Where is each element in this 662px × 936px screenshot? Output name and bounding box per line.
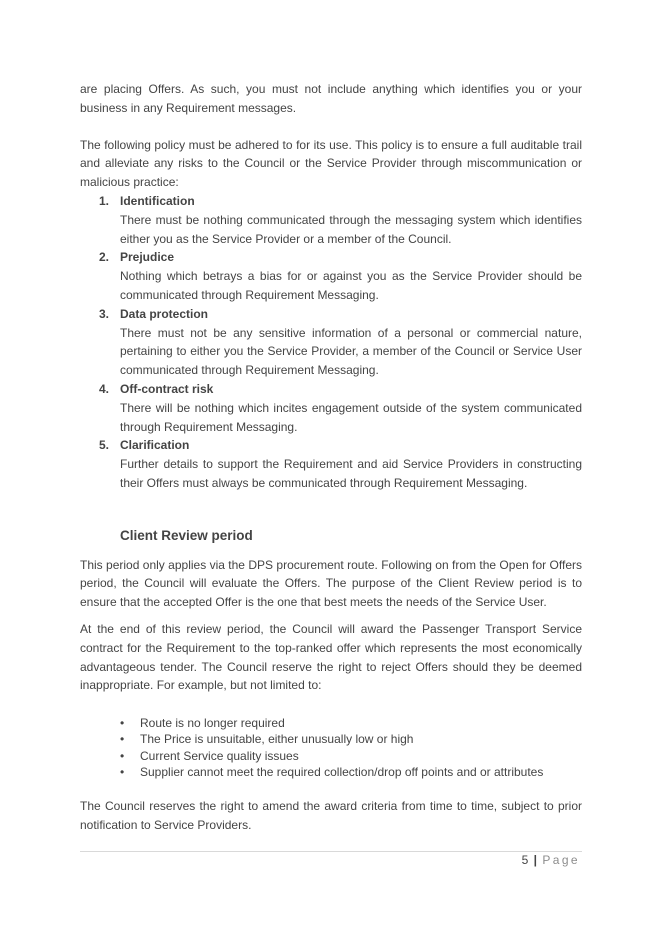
paragraph-intro-continued: are placing Offers. As such, you must not include anything which identifies you or your business in any Requirement messages. xyxy=(80,82,582,115)
policy-number: 3. xyxy=(99,306,110,321)
page-label: Page xyxy=(542,853,580,867)
paragraph-review-2: At the end of this review period, the Council will award the Passenger Transport Service contract for the Requirement to the top-ranked offer which represents the most economically advantageous tender. The Council reserve the right to reject Offers should they be deemed inappropriate. For example, but not limited to: xyxy=(80,621,582,693)
paragraph-review-1: This period only applies via the DPS procurement route. Following on from the Open for Offers period, the Council will evaluate the Offers. The purpose of the Client Review period is to ensure that the accepted Offer is the one that best meets the needs of the Service User. xyxy=(80,557,582,610)
policy-item xyxy=(80,305,582,380)
policy-number: 4. xyxy=(99,381,110,396)
policy-title: Identification xyxy=(120,193,195,208)
bullet-list xyxy=(80,715,582,780)
policy-text: Further details to support the Requirement and aid Service Providers in constructing their Offers must always be communicated through Requirement Messaging. xyxy=(120,457,582,490)
policy-item xyxy=(80,380,582,436)
policy-text: There must not be any sensitive information of a personal or commercial nature, pertaining to either you the Service Provider, a member of the Council or Service User communicated through Requirement Messaging. xyxy=(120,325,582,378)
policy-title: Data protection xyxy=(120,306,209,321)
policy-item xyxy=(80,248,582,304)
bullet-dot: • xyxy=(120,732,125,747)
policy-list xyxy=(80,192,582,493)
bullet-text: Route is no longer required xyxy=(140,716,285,731)
policy-title: Prejudice xyxy=(120,250,175,265)
bullet-text: The Price is unsuitable, either unusually low or high xyxy=(140,732,414,747)
paragraph-policy-intro: The following policy must be adhered to for its use. This policy is to ensure a full auditable trail and alleviate any risks to the Council or the Service Provider through miscommunication or malicious practice: xyxy=(80,137,582,190)
policy-item xyxy=(80,192,582,248)
policy-title: Clarification xyxy=(120,438,190,453)
policy-text: There must be nothing communicated through the messaging system which identifies either you as the Service Provider or a member of the Council. xyxy=(120,212,582,246)
policy-number: 1. xyxy=(99,193,110,208)
bullet-dot: • xyxy=(120,764,125,779)
bullet-dot: • xyxy=(120,716,125,731)
page-footer xyxy=(522,852,580,868)
bullet-text: Supplier cannot meet the required collection/drop off points and or attributes xyxy=(140,764,544,779)
policy-text: Nothing which betrays a bias for or against you as the Service Provider should be communicated through Requirement Messaging. xyxy=(120,269,582,302)
page-number: 5 xyxy=(521,853,529,867)
policy-number: 2. xyxy=(99,250,110,265)
policy-number: 5. xyxy=(99,438,110,453)
paragraph-final: The Council reserves the right to amend the award criteria from time to time, subject to prior notification to Service Providers. xyxy=(80,798,582,832)
bullet-text: Current Service quality issues xyxy=(140,748,299,763)
policy-title: Off-contract risk xyxy=(120,381,214,396)
bullet-item xyxy=(80,715,582,731)
policy-item xyxy=(80,436,582,492)
footer-separator: | xyxy=(533,853,538,867)
policy-text: There will be nothing which incites engagement outside of the system communicated through Requirement Messaging. xyxy=(120,400,582,434)
footer-divider xyxy=(80,851,582,852)
bullet-item xyxy=(80,764,582,780)
bullet-item xyxy=(80,731,582,747)
page-content xyxy=(80,80,582,835)
bullet-dot: • xyxy=(120,748,125,763)
section-heading: Client Review period xyxy=(120,527,253,543)
bullet-item xyxy=(80,748,582,764)
